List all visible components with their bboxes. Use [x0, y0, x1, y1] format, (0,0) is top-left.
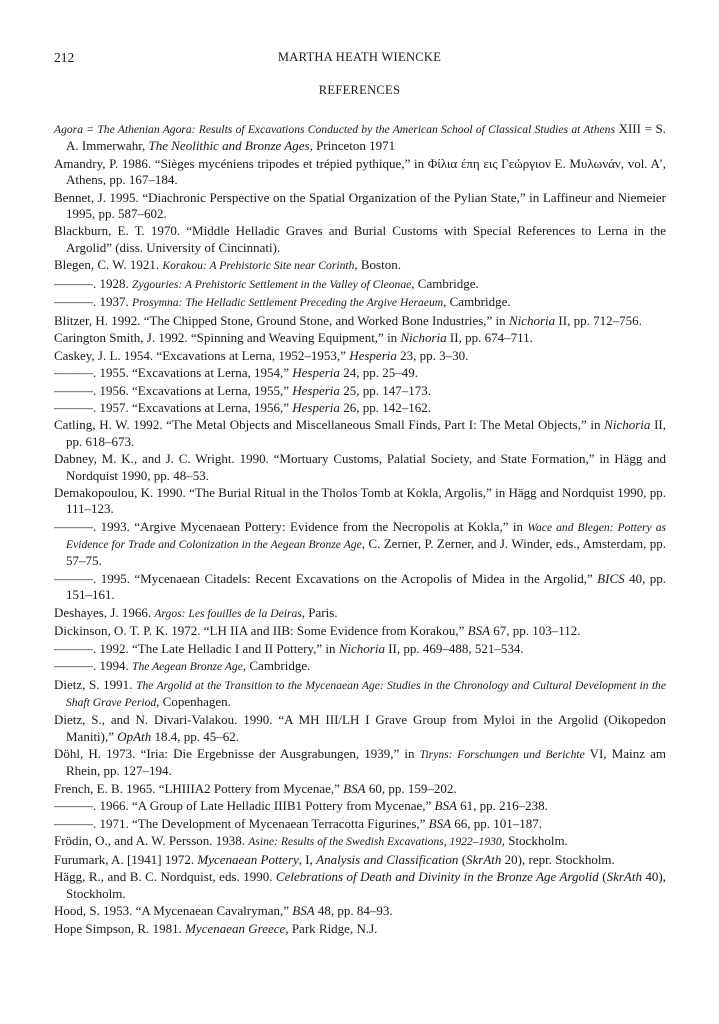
- reference-text: XIII = S. A. Immerwahr,: [66, 121, 666, 154]
- reference-text: ———. 1966. “A Group of Late Helladic IIIB1 Pottery from Mycenae,”: [54, 798, 435, 814]
- reference-text: 48, pp. 84–93.: [314, 903, 393, 919]
- reference-title-italic: Nichoria: [338, 640, 385, 656]
- reference-text: II, pp. 469–488, 521–534.: [384, 640, 524, 656]
- reference-text: ———. 1995. “Mycenaean Citadels: Recent Excavations on the Acropolis of Midea in the Argolid,”: [54, 570, 598, 586]
- reference-list: [54, 121, 666, 938]
- reference-title-italic: Mycenaean Pottery: [197, 851, 299, 867]
- reference-text: 20), repr. Stockholm.: [501, 851, 615, 867]
- reference-text: ———. 1928.: [54, 275, 132, 291]
- reference-text: 67, pp. 103–112.: [490, 623, 581, 639]
- reference-title-italic: Tiryns: Forschungen und Berichte: [419, 748, 585, 762]
- reference-text: , Stockholm.: [501, 833, 568, 849]
- reference-text: , Cambridge.: [242, 658, 311, 674]
- reference-entry: [54, 156, 666, 189]
- reference-title-italic: Nichoria: [508, 312, 556, 328]
- reference-title-italic: Hesperia: [292, 382, 340, 398]
- reference-entry: [54, 348, 666, 364]
- reference-title-italic: BSA: [292, 903, 315, 919]
- reference-title-italic: Hesperia: [349, 347, 397, 363]
- reference-entry: [54, 781, 666, 797]
- reference-text: French, E. B. 1965. “LHIIIA2 Pottery from Mycenae,”: [54, 780, 344, 796]
- reference-text: Dickinson, O. T. P. K. 1972. “LH IIA and IIB: Some Evidence from Korakou,”: [54, 623, 468, 639]
- reference-entry: [54, 276, 666, 293]
- reference-entry: [54, 677, 666, 712]
- reference-entry: [54, 313, 666, 329]
- reference-title-italic: Wace and Blegen: Pottery as Evidence for Trade and Colonization in the Aegean Bronze Age: [66, 520, 667, 552]
- reference-text: 25, pp. 147–173.: [339, 382, 431, 398]
- reference-entry: [54, 852, 666, 868]
- reference-title-italic: The Aegean Bronze Age: [132, 660, 243, 674]
- reference-title-italic: Hesperia: [292, 365, 340, 381]
- reference-text: Dietz, S., and N. Divari-Valakou. 1990. “A MH III/LH I Grave Group from Myloi in the Argolid (Oikopedon Maniti),”: [54, 712, 666, 744]
- reference-entry: [54, 485, 666, 518]
- reference-title-italic: Zygouries: A Prehistoric Settlement in the Valley of Cleonae: [132, 277, 412, 291]
- reference-text: , I,: [298, 851, 317, 867]
- reference-text: Catling, H. W. 1992. “The Metal Objects and Miscellaneous Small Finds, Part I: The Metal Objects,” in: [54, 417, 605, 433]
- reference-text: ———. 1993. “Argive Mycenaean Pottery: Evidence from the Necropolis at Kokla,” in: [54, 518, 528, 534]
- running-title: MARTHA HEATH WIENCKE: [277, 50, 442, 64]
- reference-entry: [54, 798, 666, 814]
- reference-text: II, pp. 618–673.: [66, 417, 666, 449]
- reference-title-italic: OpAth: [117, 728, 152, 744]
- reference-text: VI, Mainz am Rhein, pp. 127–194.: [66, 746, 666, 779]
- reference-title-italic: BICS: [597, 570, 625, 586]
- reference-title-italic: Hesperia: [292, 400, 340, 415]
- reference-text: Blegen, C. W. 1921.: [54, 257, 163, 273]
- reference-entry: [54, 641, 666, 657]
- reference-text: Döhl, H. 1973. “Iria: Die Ergebnisse der Ausgrabungen, 1939,” in: [54, 746, 420, 762]
- reference-title-italic: Argos: Les fouilles de la Deiras: [154, 606, 302, 620]
- reference-text: 66, pp. 101–187.: [451, 815, 543, 831]
- reference-text: Amandry, P. 1986. “Sièges mycéniens tripodes et trépied pythique,” in Φίλια έπη εις Γεώργιον Ε. Μυλωνάν, vol. A′, Athens, pp. 167–184.: [54, 155, 666, 188]
- reference-entry: [54, 869, 666, 902]
- reference-entry: [54, 365, 666, 381]
- reference-text: ———. 1955. “Excavations at Lerna, 1954,”: [54, 365, 293, 381]
- reference-entry: [54, 121, 666, 155]
- page-number: 212: [54, 50, 75, 65]
- reference-text: Hope Simpson, R. 1981.: [54, 920, 186, 936]
- reference-text: 40), Stockholm.: [66, 869, 666, 901]
- reference-text: 60, pp. 159–202.: [365, 780, 457, 796]
- reference-text: (: [598, 869, 607, 885]
- reference-text: Dabney, M. K., and J. C. Wright. 1990. “Mortuary Customs, Palatial Society, and State Formation,” in Hägg and Nordquist 1990, pp. 48–53.: [54, 451, 666, 483]
- reference-entry: [54, 330, 666, 346]
- reference-text: ———. 1994.: [54, 658, 132, 674]
- reference-title-italic: BSA: [343, 780, 366, 796]
- reference-text: Blitzer, H. 1992. “The Chipped Stone, Ground Stone, and Worked Bone Industries,” in: [54, 312, 509, 328]
- reference-text: ———. 1971. “The Development of Mycenaean Terracotta Figurines,”: [54, 815, 429, 831]
- running-head: [54, 50, 665, 70]
- reference-text: Furumark, A. [1941] 1972.: [54, 851, 198, 867]
- reference-text: II, pp. 674–711.: [446, 330, 533, 346]
- reference-text: , Boston.: [354, 257, 401, 273]
- reference-title-italic: BSA: [434, 798, 457, 814]
- reference-title-italic: Asine: Results of the Swedish Excavations, 1922–1930: [248, 835, 502, 849]
- reference-entry: [54, 903, 666, 919]
- reference-title-italic: Nichoria: [604, 417, 651, 433]
- reference-entry: [54, 294, 666, 311]
- reference-entry: [54, 257, 666, 274]
- reference-text: Dietz, S. 1991.: [54, 676, 137, 692]
- reference-text: , Copenhagen.: [156, 693, 231, 709]
- reference-entry: [54, 658, 666, 675]
- reference-entry: [54, 223, 666, 256]
- reference-title-italic: Mycenaean Greece: [185, 920, 286, 936]
- reference-text: Hägg, R., and B. C. Nordquist, eds. 1990.: [54, 869, 276, 885]
- reference-entry: [54, 519, 666, 570]
- reference-text: Demakopoulou, K. 1990. “The Burial Ritual in the Tholos Tomb at Kokla, Argolis,” in Hägg and Nordquist 1990, pp. 111–123.: [54, 485, 666, 517]
- reference-title-italic: Korakou: A Prehistoric Site near Corinth: [162, 259, 355, 273]
- reference-text: Carington Smith, J. 1992. “Spinning and Weaving Equipment,” in: [54, 330, 401, 346]
- reference-title-italic: The Neolithic and Bronze Ages: [148, 138, 310, 154]
- reference-entry: [54, 623, 666, 639]
- reference-title-italic: Nichoria: [400, 330, 447, 346]
- reference-text: 24, pp. 25–49.: [339, 365, 418, 381]
- section-title: REFERENCES: [318, 83, 401, 97]
- reference-text: (: [458, 851, 467, 867]
- reference-text: 23, pp. 3–30.: [396, 347, 469, 363]
- reference-title-italic: Celebrations of Death and Divinity in the Bronze Age Argolid: [275, 869, 599, 885]
- reference-text: Hood, S. 1953. “A Mycenaean Cavalryman,”: [54, 903, 293, 919]
- reference-entry: [54, 571, 666, 604]
- reference-text: Deshayes, J. 1966.: [54, 604, 155, 620]
- reference-entry: [54, 833, 666, 850]
- reference-text: Blackburn, E. T. 1970. “Middle Helladic Graves and Burial Customs with Special References to Lerna in the Argolid” (diss. University of Cincinnati).: [54, 223, 666, 255]
- reference-title-italic: Analysis and Classification: [316, 851, 459, 867]
- reference-entry: [54, 417, 666, 450]
- reference-title-italic: The Argolid at the Transition to the Mycenaean Age: Studies in the Chronology and Cultural Development in the Shaft Grave Period: [66, 678, 666, 709]
- reference-title-italic: SkrAth: [466, 851, 502, 867]
- reference-text: 18.4, pp. 45–62.: [151, 728, 239, 744]
- reference-text: , C. Zerner, P. Zerner, and J. Winder, eds., Amsterdam, pp. 57–75.: [66, 536, 666, 569]
- reference-text: 26, pp. 142–162.: [339, 400, 431, 415]
- reference-entry: [54, 746, 666, 780]
- reference-text: , Cambridge.: [443, 294, 511, 310]
- reference-title-italic: BSA: [428, 815, 452, 831]
- reference-entry: [54, 190, 666, 223]
- reference-text: , Cambridge.: [411, 275, 479, 291]
- reference-text: Caskey, J. L. 1954. “Excavations at Lerna, 1952–1953,”: [54, 347, 350, 363]
- reference-entry: [54, 712, 666, 745]
- reference-text: 61, pp. 216–238.: [456, 798, 548, 814]
- reference-text: ———. 1956. “Excavations at Lerna, 1955,”: [54, 382, 293, 398]
- reference-text: ———. 1957. “Excavations at Lerna, 1956,”: [54, 400, 293, 415]
- reference-entry: [54, 400, 666, 416]
- reference-text: , Paris.: [301, 604, 338, 620]
- reference-text: II, pp. 712–756.: [555, 312, 642, 328]
- reference-title-italic: BSA: [467, 623, 491, 639]
- reference-text: , Park Ridge, N.J.: [285, 920, 378, 936]
- reference-text: Frödin, O., and A. W. Persson. 1938.: [54, 833, 249, 849]
- reference-text: Bennet, J. 1995. “Diachronic Perspective on the Spatial Organization of the Pylian State,” in Laffineur and Niemeier 1995, pp. 587–602.: [54, 189, 666, 221]
- reference-entry: [54, 816, 666, 832]
- reference-title-italic: Prosymna: The Helladic Settlement Preceding the Argive Heraeum: [132, 296, 444, 310]
- reference-entry: [54, 383, 666, 399]
- reference-title-italic: Agora = The Athenian Agora: Results of Excavations Conducted by the American School of Classical Studies at Athens: [54, 123, 615, 136]
- reference-text: ———. 1937.: [54, 294, 132, 310]
- reference-text: ———. 1992. “The Late Helladic I and II Pottery,” in: [54, 640, 339, 656]
- reference-text: 40, pp. 151–161.: [66, 570, 667, 603]
- reference-entry: [54, 605, 666, 622]
- reference-text: , Princeton 1971: [309, 138, 396, 154]
- reference-title-italic: SkrAth: [606, 869, 642, 885]
- reference-entry: [54, 921, 666, 937]
- reference-entry: [54, 451, 666, 484]
